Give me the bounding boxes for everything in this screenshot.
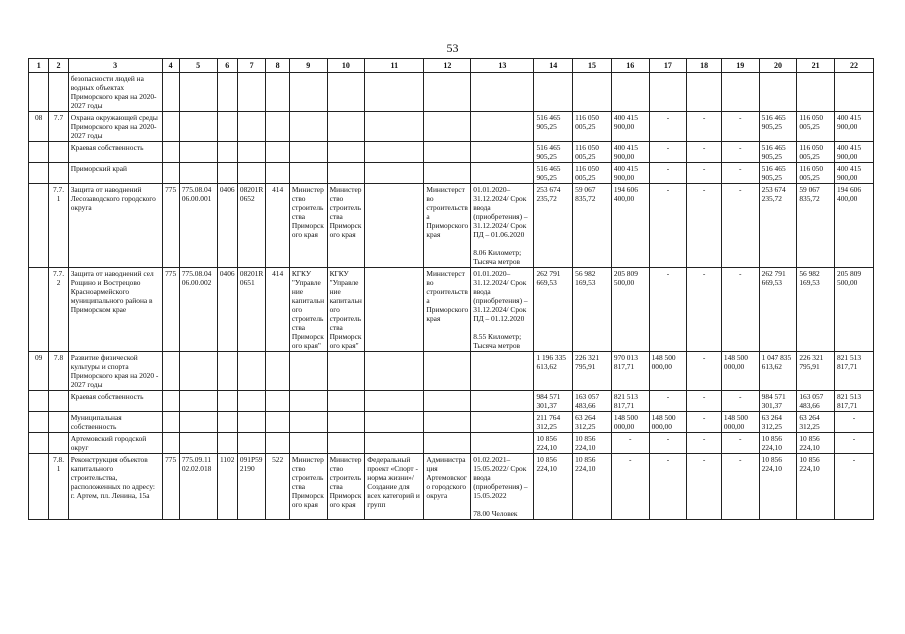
table-cell — [365, 391, 424, 412]
table-cell: - — [687, 112, 722, 142]
table-cell: - — [687, 184, 722, 268]
table-cell: 10 856 224,10 — [759, 433, 797, 454]
table-cell — [424, 391, 471, 412]
column-header: 19 — [721, 59, 759, 73]
table-cell: 116 050 005,25 — [573, 163, 612, 184]
table-cell: Развитие физической культуры и спорта Приморского края на 2020 - 2027 годы — [68, 352, 162, 391]
table-cell — [217, 112, 237, 142]
table-cell — [179, 391, 217, 412]
table-cell — [289, 112, 327, 142]
table-cell: 414 — [266, 184, 289, 268]
table-cell — [162, 352, 179, 391]
table-cell — [237, 433, 266, 454]
table-cell: 08201R0652 — [237, 184, 266, 268]
table-cell — [573, 73, 612, 112]
table-cell: Федеральный проект «Спорт - норма жизни»/Создание для всех категорий и групп — [365, 454, 424, 520]
table-cell: 10 856 224,10 — [573, 433, 612, 454]
table-cell: Министерство строительства Приморского края — [327, 184, 365, 268]
table-cell: 205 809 500,00 — [611, 268, 649, 352]
table-cell: 7.8.1 — [49, 454, 68, 520]
table-cell — [237, 391, 266, 412]
table-cell — [424, 352, 471, 391]
table-cell — [797, 73, 835, 112]
table-cell: Реконструкция объектов капитального строительства, расположенных по адресу: г. Артем, пл. Ленина, 15а — [68, 454, 162, 520]
table-cell — [179, 142, 217, 163]
table-cell: 01.01.2020–31.12.2024/ Срок ввода (приобретения) – 31.12.2024/ Срок ПД – 01.12.2020 8.55 Километр; Тысяча метров — [471, 268, 534, 352]
table-cell — [424, 73, 471, 112]
table-cell — [424, 412, 471, 433]
table-cell — [162, 142, 179, 163]
column-header: 22 — [835, 59, 874, 73]
table-cell: 7.7 — [49, 112, 68, 142]
column-header: 9 — [289, 59, 327, 73]
column-header: 2 — [49, 59, 68, 73]
table-cell — [471, 412, 534, 433]
table-cell: Министерство строительства Приморского края — [424, 184, 471, 268]
table-cell — [217, 433, 237, 454]
table-cell: Приморский край — [68, 163, 162, 184]
table-cell: 775.09.11 02.02.018 — [179, 454, 217, 520]
table-cell: 984 571 301,37 — [759, 391, 797, 412]
table-cell: 0406 — [217, 184, 237, 268]
table-cell — [29, 73, 49, 112]
table-cell: 7.8 — [49, 352, 68, 391]
table-cell: 10 856 224,10 — [534, 433, 573, 454]
table-cell — [179, 412, 217, 433]
budget-table — [28, 58, 874, 520]
table-cell — [179, 73, 217, 112]
table-row — [29, 112, 874, 142]
table-cell — [217, 391, 237, 412]
table-cell — [759, 73, 797, 112]
table-cell — [29, 184, 49, 268]
table-cell — [266, 73, 289, 112]
table-cell: 400 415 900,00 — [611, 142, 649, 163]
column-header: 14 — [534, 59, 573, 73]
table-cell — [327, 112, 365, 142]
table-row — [29, 268, 874, 352]
table-body — [29, 59, 874, 520]
table-cell: - — [721, 454, 759, 520]
table-cell — [217, 142, 237, 163]
table-cell — [471, 112, 534, 142]
table-cell — [237, 142, 266, 163]
table-cell: - — [649, 454, 687, 520]
table-cell — [217, 163, 237, 184]
table-row — [29, 433, 874, 454]
table-cell — [29, 454, 49, 520]
table-cell: 262 791 669,53 — [534, 268, 573, 352]
page-number: 53 — [446, 41, 459, 55]
table-cell — [29, 391, 49, 412]
table-cell — [471, 142, 534, 163]
table-cell — [217, 352, 237, 391]
table-row — [29, 391, 874, 412]
table-cell: - — [721, 112, 759, 142]
table-cell: 516 465 905,25 — [759, 112, 797, 142]
table-cell: КГКУ "Управление капитального строительства Приморского края" — [327, 268, 365, 352]
table-row — [29, 142, 874, 163]
table-cell — [237, 112, 266, 142]
table-cell: - — [721, 391, 759, 412]
table-cell — [365, 412, 424, 433]
table-cell — [327, 352, 365, 391]
table-cell: Министерство строительства Приморского края — [327, 454, 365, 520]
table-cell: 7.7.1 — [49, 184, 68, 268]
table-cell: 516 465 905,25 — [759, 163, 797, 184]
table-cell: 262 791 669,53 — [759, 268, 797, 352]
column-header: 15 — [573, 59, 612, 73]
table-cell: - — [649, 268, 687, 352]
table-cell — [471, 352, 534, 391]
table-cell: 205 809 500,00 — [835, 268, 874, 352]
table-cell — [29, 433, 49, 454]
table-cell: 10 856 224,10 — [759, 454, 797, 520]
table-cell: - — [687, 454, 722, 520]
table-cell — [534, 73, 573, 112]
table-cell — [266, 412, 289, 433]
table-cell — [217, 73, 237, 112]
table-cell: Министерство строительства Приморского края — [424, 268, 471, 352]
table-cell: - — [687, 391, 722, 412]
table-cell — [266, 142, 289, 163]
table-cell: - — [611, 454, 649, 520]
table-cell — [687, 73, 722, 112]
table-cell — [266, 112, 289, 142]
table-cell: 226 321 795,91 — [573, 352, 612, 391]
table-cell: безопасности людей на водных объектах Приморского края на 2020-2027 годы — [68, 73, 162, 112]
table-cell: - — [721, 184, 759, 268]
table-cell — [179, 352, 217, 391]
table-cell: 253 674 235,72 — [534, 184, 573, 268]
table-cell: Охрана окружающей среды Приморского края на 2020-2027 годы — [68, 112, 162, 142]
table-cell — [424, 112, 471, 142]
table-cell: 821 513 817,71 — [835, 391, 874, 412]
table-cell: - — [649, 433, 687, 454]
table-cell — [327, 163, 365, 184]
table-cell: - — [687, 352, 722, 391]
table-cell: 400 415 900,00 — [835, 163, 874, 184]
table-cell — [365, 268, 424, 352]
table-cell — [237, 163, 266, 184]
table-cell — [162, 163, 179, 184]
table-cell: 522 — [266, 454, 289, 520]
table-cell: 400 415 900,00 — [835, 142, 874, 163]
table-cell: 1102 — [217, 454, 237, 520]
table-cell — [49, 433, 68, 454]
table-cell: 821 513 817,71 — [835, 352, 874, 391]
table-cell: 59 067 835,72 — [573, 184, 612, 268]
table-cell — [217, 412, 237, 433]
table-cell: Защита от наводнений сел Рощино и Вострецово Красноармейского муниципального района в Приморском крае — [68, 268, 162, 352]
table-cell — [471, 433, 534, 454]
table-cell: 163 057 483,66 — [573, 391, 612, 412]
table-cell — [49, 73, 68, 112]
table-cell: 56 982 169,53 — [797, 268, 835, 352]
column-header: 16 — [611, 59, 649, 73]
table-cell: - — [649, 391, 687, 412]
table-cell: 984 571 301,37 — [534, 391, 573, 412]
table-row — [29, 352, 874, 391]
table-cell: - — [721, 142, 759, 163]
table-row — [29, 73, 874, 112]
table-cell: - — [687, 268, 722, 352]
table-cell: 116 050 005,25 — [573, 112, 612, 142]
table-cell — [424, 433, 471, 454]
column-header: 1 — [29, 59, 49, 73]
table-cell: 775.08.04 06.00.002 — [179, 268, 217, 352]
table-cell: 194 606 400,00 — [611, 184, 649, 268]
table-cell: - — [649, 163, 687, 184]
table-cell: - — [721, 268, 759, 352]
column-header: 20 — [759, 59, 797, 73]
table-cell: 63 264 312,25 — [759, 412, 797, 433]
table-cell: 148 500 000,00 — [611, 412, 649, 433]
table-cell: Министерство строительства Приморского края — [289, 454, 327, 520]
table-cell: Краевая собственность — [68, 142, 162, 163]
table-cell — [471, 163, 534, 184]
table-cell — [162, 391, 179, 412]
column-header: 6 — [217, 59, 237, 73]
table-cell: 116 050 005,25 — [797, 163, 835, 184]
table-cell: 148 500 000,00 — [649, 412, 687, 433]
table-cell: - — [687, 142, 722, 163]
table-cell: - — [649, 184, 687, 268]
column-header: 4 — [162, 59, 179, 73]
table-cell — [29, 412, 49, 433]
table-cell — [179, 163, 217, 184]
column-header: 10 — [327, 59, 365, 73]
table-cell: - — [649, 112, 687, 142]
table-cell — [289, 433, 327, 454]
table-cell: - — [687, 412, 722, 433]
table-cell — [327, 73, 365, 112]
table-cell — [471, 73, 534, 112]
table-cell — [365, 163, 424, 184]
table-cell: 211 764 312,25 — [534, 412, 573, 433]
table-row — [29, 163, 874, 184]
table-cell: - — [835, 433, 874, 454]
table-cell: 01.02.2021–15.05.2022/ Срок ввода (приобретения) – 15.05.2022 78.00 Человек — [471, 454, 534, 520]
table-cell — [162, 73, 179, 112]
table-cell — [29, 163, 49, 184]
column-header: 18 — [687, 59, 722, 73]
table-cell — [162, 112, 179, 142]
table-cell — [611, 73, 649, 112]
table-cell — [237, 412, 266, 433]
table-cell: 148 500 000,00 — [721, 352, 759, 391]
table-cell — [649, 73, 687, 112]
table-cell: 400 415 900,00 — [611, 112, 649, 142]
table-row — [29, 454, 874, 520]
table-cell: 01.01.2020–31.12.2024/ Срок ввода (приобретения) – 31.12.2024/ Срок ПД – 01.06.2020 8.06 Километр; Тысяча метров — [471, 184, 534, 268]
table-cell — [49, 412, 68, 433]
table-cell — [179, 112, 217, 142]
table-cell: 226 321 795,91 — [797, 352, 835, 391]
column-header: 7 — [237, 59, 266, 73]
table-cell — [365, 352, 424, 391]
table-cell — [162, 412, 179, 433]
column-header: 8 — [266, 59, 289, 73]
table-cell: 821 513 817,71 — [611, 391, 649, 412]
table-cell: Муниципальная собственность — [68, 412, 162, 433]
table-cell: 775 — [162, 184, 179, 268]
table-cell: 970 013 817,71 — [611, 352, 649, 391]
table-cell: 163 057 483,66 — [797, 391, 835, 412]
table-cell: - — [835, 412, 874, 433]
column-header: 13 — [471, 59, 534, 73]
table-cell: 08 — [29, 112, 49, 142]
table-cell — [237, 352, 266, 391]
table-cell: 775 — [162, 454, 179, 520]
table-cell: 63 264 312,25 — [797, 412, 835, 433]
table-cell: 516 465 905,25 — [759, 142, 797, 163]
table-cell — [289, 412, 327, 433]
column-header: 5 — [179, 59, 217, 73]
table-cell: 10 856 224,10 — [797, 433, 835, 454]
table-cell: 10 856 224,10 — [534, 454, 573, 520]
table-cell — [424, 142, 471, 163]
table-cell: 56 982 169,53 — [573, 268, 612, 352]
table-cell — [289, 391, 327, 412]
table-cell — [365, 73, 424, 112]
column-header: 21 — [797, 59, 835, 73]
table-cell: - — [721, 163, 759, 184]
table-cell: 116 050 005,25 — [797, 142, 835, 163]
table-cell: 091P592190 — [237, 454, 266, 520]
table-cell — [365, 184, 424, 268]
table-cell — [49, 142, 68, 163]
table-cell — [327, 412, 365, 433]
table-cell: 148 500 000,00 — [721, 412, 759, 433]
column-header: 11 — [365, 59, 424, 73]
table-cell: 10 856 224,10 — [797, 454, 835, 520]
table-cell: - — [649, 142, 687, 163]
table-cell — [289, 73, 327, 112]
table-cell: 1 047 835 613,62 — [759, 352, 797, 391]
table-cell — [365, 142, 424, 163]
table-cell: - — [687, 163, 722, 184]
table-cell: - — [721, 433, 759, 454]
table-row — [29, 412, 874, 433]
column-header: 3 — [68, 59, 162, 73]
table-cell: 400 415 900,00 — [835, 112, 874, 142]
table-cell — [327, 391, 365, 412]
table-cell: 148 500 000,00 — [649, 352, 687, 391]
table-cell — [365, 112, 424, 142]
table-cell — [29, 268, 49, 352]
table-cell — [266, 352, 289, 391]
table-cell: - — [611, 433, 649, 454]
table-cell: 253 674 235,72 — [759, 184, 797, 268]
table-cell — [266, 163, 289, 184]
table-cell — [266, 391, 289, 412]
column-header: 17 — [649, 59, 687, 73]
table-cell — [266, 433, 289, 454]
table-cell: 116 050 005,25 — [573, 142, 612, 163]
table-cell — [721, 73, 759, 112]
table-cell: 400 415 900,00 — [611, 163, 649, 184]
table-cell — [365, 433, 424, 454]
table-cell: Министерство строительства Приморского края — [289, 184, 327, 268]
table-cell: 516 465 905,25 — [534, 142, 573, 163]
table-cell: 09 — [29, 352, 49, 391]
table-row — [29, 184, 874, 268]
table-cell: 194 606 400,00 — [835, 184, 874, 268]
table-cell: 08201R0651 — [237, 268, 266, 352]
column-header: 12 — [424, 59, 471, 73]
table-cell: 116 050 005,25 — [797, 112, 835, 142]
table-cell: Администрация Артемовского городского округа — [424, 454, 471, 520]
table-cell — [289, 142, 327, 163]
table-cell: Защита от наводнений Лесозаводского городского округа — [68, 184, 162, 268]
table-cell: - — [687, 433, 722, 454]
table-cell: 59 067 835,72 — [797, 184, 835, 268]
table-cell: 775.08.04 06.00.001 — [179, 184, 217, 268]
table-cell — [424, 163, 471, 184]
table-cell: 516 465 905,25 — [534, 112, 573, 142]
table-cell — [162, 433, 179, 454]
table-cell: Краевая собственность — [68, 391, 162, 412]
table-cell — [237, 73, 266, 112]
table-cell — [327, 142, 365, 163]
table-cell — [471, 391, 534, 412]
header-row — [29, 59, 874, 73]
table-cell — [289, 163, 327, 184]
table-cell: Артемовский городской округ — [68, 433, 162, 454]
table-cell: 0406 — [217, 268, 237, 352]
table-cell: КГКУ "Управление капитального строительства Приморского края" — [289, 268, 327, 352]
table-cell — [327, 433, 365, 454]
table-cell — [49, 163, 68, 184]
table-cell: - — [835, 454, 874, 520]
table-cell: 1 196 335 613,62 — [534, 352, 573, 391]
table-cell — [835, 73, 874, 112]
table-cell: 10 856 224,10 — [573, 454, 612, 520]
table-cell — [289, 352, 327, 391]
table-cell: 63 264 312,25 — [573, 412, 612, 433]
table-cell — [29, 142, 49, 163]
table-cell: 516 465 905,25 — [534, 163, 573, 184]
table-cell: 414 — [266, 268, 289, 352]
table-cell — [179, 433, 217, 454]
table-cell — [49, 391, 68, 412]
table-cell: 775 — [162, 268, 179, 352]
table-cell: 7.7.2 — [49, 268, 68, 352]
